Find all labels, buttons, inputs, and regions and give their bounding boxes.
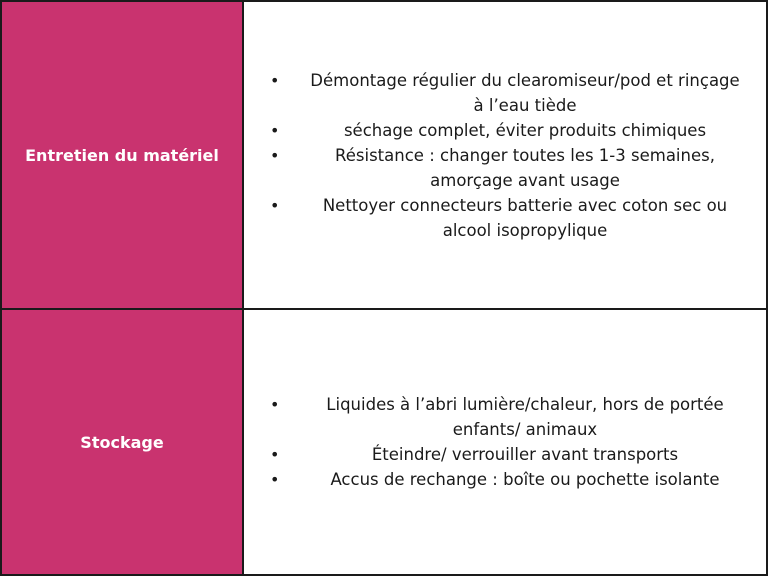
- list-item: [264, 118, 746, 143]
- row-label-maintenance: Entretien du matériel: [25, 145, 219, 165]
- bullet-icon: •: [270, 470, 280, 489]
- bullet-icon: •: [270, 70, 280, 90]
- bullet-list-storage: [264, 392, 746, 492]
- list-item: [264, 392, 746, 442]
- list-item: [264, 143, 746, 193]
- row-content-cell-storage: [244, 310, 766, 574]
- list-item: [264, 467, 746, 492]
- bullet-icon: •: [270, 195, 280, 215]
- list-item-text: Liquides à l’abri lumière/chaleur, hors de portée enfants/ animaux: [326, 395, 724, 439]
- bullet-icon: •: [270, 145, 280, 165]
- bullet-icon: •: [270, 395, 280, 414]
- list-item-text: séchage complet, éviter produits chimiques: [343, 120, 707, 140]
- list-item-text: Éteindre/ verrouiller avant transports: [371, 445, 679, 464]
- list-item: [264, 193, 746, 243]
- bullet-list-maintenance: [264, 68, 746, 243]
- row-label-storage: Stockage: [80, 432, 164, 452]
- list-item-text: Nettoyer connecteurs batterie avec coton sec ou alcool isopropylique: [322, 195, 728, 240]
- list-item: [264, 68, 746, 118]
- row-label-cell-storage: [2, 310, 244, 574]
- list-item-text: Accus de rechange : boîte ou pochette isolante: [330, 470, 720, 489]
- list-item: [264, 442, 746, 467]
- list-item-text: Démontage régulier du clearomiseur/pod et rinçage à l’eau tiède: [310, 70, 740, 115]
- row-content-cell-maintenance: [244, 2, 766, 310]
- bullet-icon: •: [270, 120, 280, 140]
- list-item-text: Résistance : changer toutes les 1-3 semaines, amorçage avant usage: [335, 145, 715, 190]
- row-label-cell-maintenance: [2, 2, 244, 310]
- bullet-icon: •: [270, 445, 280, 464]
